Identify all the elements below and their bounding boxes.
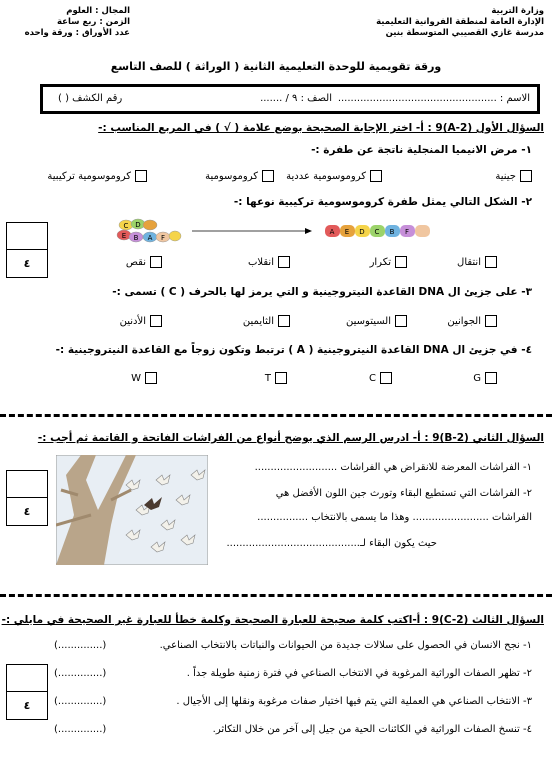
q1-item4-text: ٤- في جزيئ ال DNA القاعدة النيتروجينية ( A ) ترتبط وتكون زوجاً مع القاعدة النيتروجينية :-: [55, 344, 532, 356]
checkbox[interactable]: [395, 315, 407, 327]
q1-item1-option2[interactable]: كروموسومية عددية: [286, 170, 382, 182]
q2-line3: الفراشات ........................ وهذا ما يسمى بالانتخاب ................: [257, 512, 532, 523]
checkbox[interactable]: [150, 315, 162, 327]
chromosome-after: [325, 225, 430, 237]
section-divider-1: [0, 414, 552, 417]
header-right: [376, 6, 544, 39]
ministry-name: وزارة التربية: [491, 6, 544, 16]
q1-heading: السؤال الأول (A-2)9 : أ- اختر الإجابة الصحيحة بوضع علامة ( √ ) في المربع المناسب :-: [98, 122, 544, 134]
q1-score-total: ٤: [23, 257, 31, 270]
q2-score-earned[interactable]: [7, 471, 47, 498]
q1-item4-option1[interactable]: G: [473, 372, 497, 384]
q3-item2: ٢- تظهر الصفات الوراثية المرغوبة في الانتخاب الصناعي في فترة زمنية طويلة جداً .: [186, 668, 532, 679]
svg-text:C: C: [374, 228, 380, 236]
q3-item1-blank[interactable]: (..............): [54, 640, 107, 651]
q3-item4: ٤- تنسخ الصفات الوراثية في الكائنات الحية من جيل إلى آخر من خلال التكاثر.: [212, 724, 532, 735]
q3-score-earned[interactable]: [7, 665, 47, 692]
chromosome-diagram: [100, 214, 450, 246]
q2-line4: حيث يكون البقاء لـ..........................................: [226, 538, 437, 549]
q2-line2: ٢- الفراشات التي تستطيع البقاء وتورث جين اللون الأفضل هي: [275, 488, 532, 499]
svg-text:A: A: [147, 234, 153, 242]
checkbox[interactable]: [278, 256, 290, 268]
q3-score-box: [6, 664, 48, 720]
q3-item4-blank[interactable]: (..............): [54, 724, 107, 735]
checkbox[interactable]: [262, 170, 274, 182]
q1-score-earned[interactable]: [7, 223, 47, 250]
q1-item3-option4[interactable]: الأدنين: [120, 315, 162, 327]
q1-item2-option1[interactable]: انتقال: [457, 256, 497, 268]
svg-text:E: E: [344, 228, 350, 236]
svg-text:E: E: [121, 232, 127, 240]
checkbox[interactable]: [380, 372, 392, 384]
svg-text:A: A: [329, 228, 335, 236]
q3-score-total: ٤: [23, 699, 31, 712]
svg-text:F: F: [160, 234, 166, 242]
student-name[interactable]: الاسم : ..................................................: [337, 93, 530, 104]
section-divider-2: [0, 594, 552, 597]
q3-item3: ٣- الانتخاب الصناعي هي العملية التي يتم فيها اختيار صفات مرغوبة ونقلها إلى الأجيال .: [176, 696, 532, 707]
q1-item2-option2[interactable]: تكرار: [370, 256, 407, 268]
q1-item3-option2[interactable]: السيتوسين: [346, 315, 407, 327]
q3-item2-blank[interactable]: (..............): [54, 668, 107, 679]
header-left: [10, 6, 130, 39]
q1-item4-option3[interactable]: T: [265, 372, 287, 384]
svg-text:D: D: [359, 228, 365, 236]
checkbox[interactable]: [520, 170, 532, 182]
q1-item2-text: ٢- الشكل التالي يمثل طفرة كروموسومية تركيبية نوعها :-: [233, 196, 532, 208]
q2-score-total: ٤: [23, 505, 31, 518]
school-name: مدرسة غازي القصيبي المتوسطة بنين: [385, 28, 544, 38]
q1-item1-option1[interactable]: جينية: [495, 170, 532, 182]
q1-item3-option3[interactable]: الثايمين: [243, 315, 290, 327]
svg-text:B: B: [133, 234, 139, 242]
moths-on-tree-image: [56, 455, 208, 565]
q2-heading: السؤال الثاني (B-2)9 : أ- ادرس الرسم الذي يوضح أنواع من الفراشات الفاتحة و القاتمة ثم أجب :-: [37, 432, 544, 444]
subject-field: المجال : العلوم: [66, 6, 130, 16]
checkbox[interactable]: [370, 170, 382, 182]
q1-item3-text: ٣- على جزيئ ال DNA القاعدة النيتروجينية و التي يرمز لها بالحرف ( C ) تسمى :-: [112, 286, 532, 298]
checkbox[interactable]: [278, 315, 290, 327]
district-name: الإدارة العامة لمنطقة الفروانية التعليمية: [376, 17, 544, 27]
student-number[interactable]: رقم الكشف ( ): [58, 93, 123, 104]
checkbox[interactable]: [150, 256, 162, 268]
q1-item1-option4[interactable]: كروموسومية تركيبية: [47, 170, 147, 182]
svg-text:F: F: [404, 228, 410, 236]
checkbox[interactable]: [275, 372, 287, 384]
q1-item2-option4[interactable]: نقص: [126, 256, 162, 268]
checkbox[interactable]: [485, 315, 497, 327]
q1-score-box: [6, 222, 48, 278]
q2-line1: ١- الفراشات المعرضة للانقراض هي الفراشات ..........................: [254, 462, 532, 473]
q3-item3-blank[interactable]: (..............): [54, 696, 107, 707]
checkbox[interactable]: [485, 372, 497, 384]
svg-text:D: D: [135, 221, 141, 229]
svg-text:C: C: [123, 222, 129, 230]
svg-text:B: B: [389, 228, 395, 236]
time-field: الزمن : ربع ساعة: [57, 17, 130, 27]
chromosome-before: [117, 219, 181, 242]
checkbox[interactable]: [135, 170, 147, 182]
page-title: ورقة تقويمية للوحدة التعليمية الثانية ( الوراثة ) للصف التاسع: [110, 60, 442, 73]
q1-item1-text: ١- مرض الانيميا المنجلية ناتجة عن طفرة :-: [311, 144, 532, 156]
checkbox[interactable]: [485, 256, 497, 268]
q1-item4-option2[interactable]: C: [369, 372, 392, 384]
q1-item1-option3[interactable]: كروموسومية: [205, 170, 274, 182]
pages-field: عدد الأوراق : ورقة واحده: [24, 28, 130, 38]
q1-item4-option4[interactable]: W: [131, 372, 157, 384]
student-class[interactable]: الصف : ٩ / .......: [260, 93, 332, 104]
q3-item1: ١- نجح الانسان في الحصول على سلالات جديدة من الحيوانات والنباتات بالانتخاب الصناعي.: [159, 640, 532, 651]
q2-score-box: [6, 470, 48, 526]
checkbox[interactable]: [145, 372, 157, 384]
checkbox[interactable]: [395, 256, 407, 268]
q1-item2-option3[interactable]: انقلاب: [248, 256, 290, 268]
q3-heading: السؤال الثالث (C-2)9 : أ-اكتب كلمة صحيحة للعبارة الصحيحة وكلمة خطأ للعبارة غير الصحيحة في مايلي :-: [1, 614, 544, 626]
arrow-head-icon: [305, 228, 312, 234]
q1-item3-option1[interactable]: الجوانين: [447, 315, 497, 327]
